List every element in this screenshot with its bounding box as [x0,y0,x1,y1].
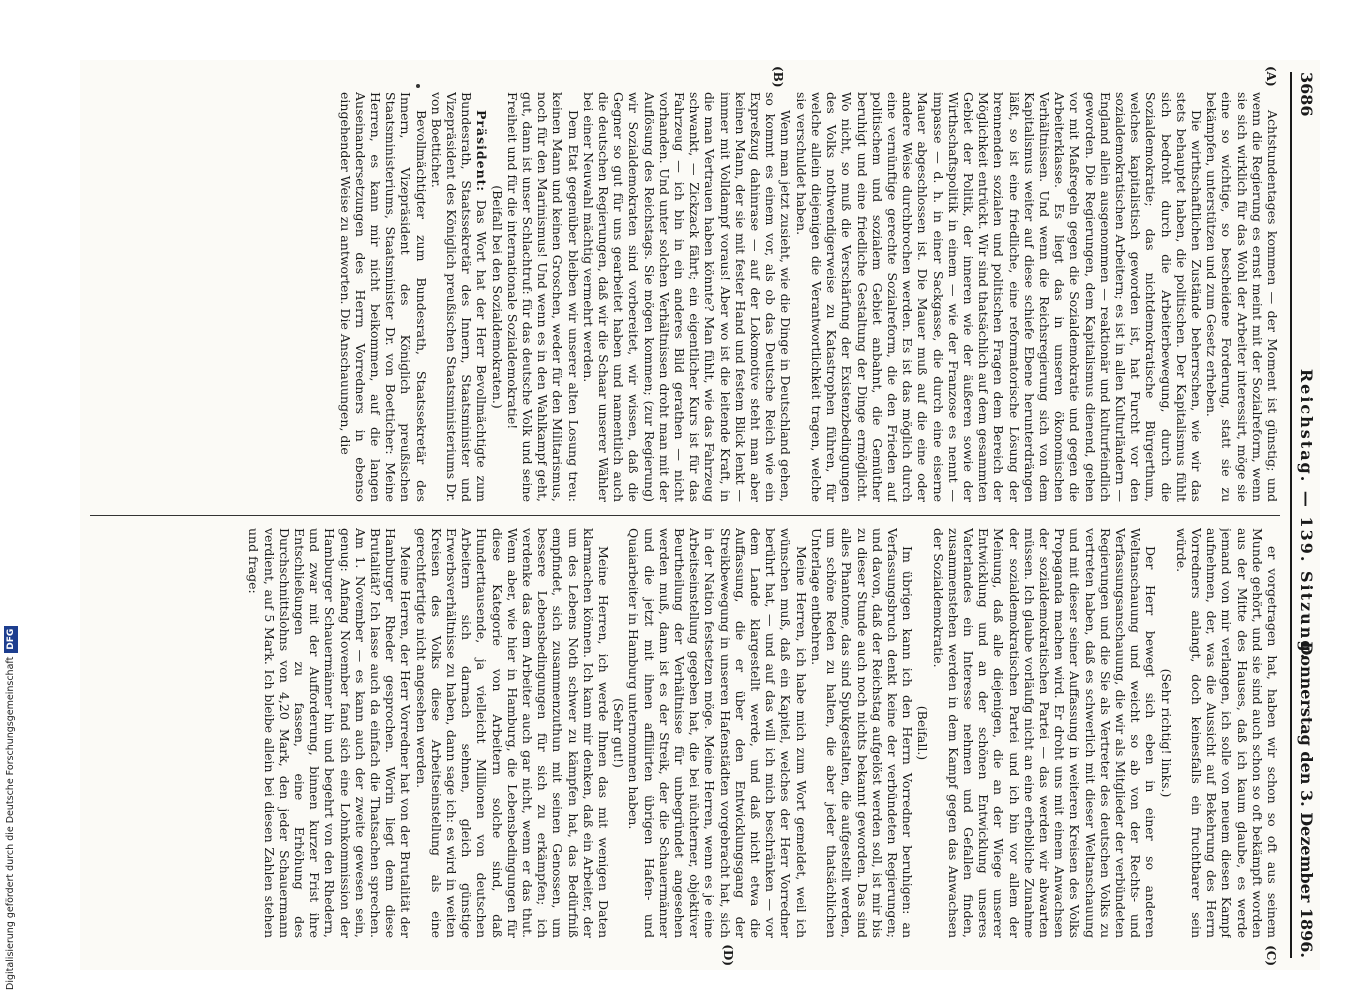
page-header [1290,72,1314,958]
paragraph: Im übrigen kann ich den Herrn Vorredner beruhigen: an Verfassungsbruch denkt keine der verbündeten Regierungen; und davon, daß der Reichstag aufgelöst werden soll, ist mir bis zu dieser Stunde auch noch nichts bekannt geworden. Das sind alles Phantome, das sind Spukgestalten, die aufgestellt werden, um schöne Reden zu halten, die aber jeder thatsächlichen Unterlage entbehren. [808,528,916,938]
speaker-text: Meine Herren, es kann mir nicht beikommen, auf die langen Auseinandersetzungen des Herrn Vorredners in ebenso eingehender Weise zu antworten. Die Anschauungen, die [337,92,399,502]
paragraph: Der Herr bewegt sich eben in einer so anderen Weltanschauung und weicht so ab von der Rechts- und Verfassungsanschauung, die wir als Mitglieder der verbündeten Regierungen und die Sie als Vertreter des deutschen Volks zu vertreten haben, daß es schwerlich mit dieser Weltanschauung und mit dieser seiner Auffassung in weiteren Kreisen des Volks Propaganda machen wird. Er droht uns mit einem Anwachsen der sozialdemokratischen Partei — das werden wir abwarten müssen. Ich glaube vorläufig nicht an eine erhebliche Zunahme der sozialdemokratischen Partei und ich bin vor allem der Meinung, daß alle diejenigen, die an der Wiege unserer Entwicklung und an der schönen Entwicklung unseres Vaterlandes ein Interesse nehmen und Gefallen finden, zusammenstehen werden in dem Kampf gegen das Anwachsen der Sozialdemokratie. [930,528,1159,938]
dfg-logo: DFG [4,626,18,653]
president-label: Präsident: [474,110,490,193]
paragraph: Achtstundentages kommen — der Moment ist günstig; und wenn die Regierung es ernst meint mit der Sozialreform, wenn sie sich wirklich für das Wohl der Arbeiter interessirt, möge sie eine so wichtige, so bescheidene Forderung, statt sie zu bekämpfen, unterstützen und zum Gesetz erheben. [1204,92,1280,502]
paragraph: Meine Herren, ich werde Ihnen das mit wenigen Daten klarmachen können. Ich kann mir denken, daß ein Arbeiter, der um des Lebens Noth schwer zu kämpfen hat, das Bedürfniß empfindet, sich zusammenzuthun mit seinen Genossen, um bessere Lebensbedingungen für sich zu erkämpfen; ich verdenke das dem Arbeiter auch gar nicht, wenn er das thut. Wenn aber, wie hier in Hamburg, die Lebensbedingungen für diese Kategorie von Arbeitern solche sind, daß Hunderttausende, ja vielleicht Millionen von deutschen Arbeitern sich darnach sehnen, gleich günstige Erwerbsverhältnisse zu haben, dann sage ich: es wird in weiten Kreisen des Volks diese Arbeitseinstellung als eine gerechtfertigte nicht angesehen werden. [413,528,612,938]
scanned-page [80,60,1320,970]
paragraph: Wenn man jetzt zusieht, wie die Dinge in Deutschland gehen, so kommt es einem vor, als ob das Deutsche Reich wie ein Expreßzug dahinrase — auf der Lokomotive steht man aber keinen Mann, der sie mit fester Hand und festem Blick lenkt — immer mit Volldampf voraus! Aber wo ist die leitende Kraft, in die man Vertrauen haben könnte? Man fühlt, wie das Fahrzeug schwankt, — Zickzack fährt; ein eigentlicher Kurs ist für das Fahrzeug — ich bin in ein anderes Bild gerathen — nicht vorhanden. Und unter solchen Verhältnissen droht man mit der Auflösung des Reichstags. Sie mögen kommen; (zur Regierung) wir Sozialdemokraten sind vorbereitet, wir wissen, daß die Gegner so gut für uns gearbeitet haben und namentlich auch die deutschen Regierungen, daß wir die Schaar unserer Wähler bei einer Neuwahl mächtig vermehrt werden. [580,92,794,502]
paragraph: Dem Etat gegenüber bleiben wir unserer alten Losung treu: keinen Mann und keinen Groschen, weder für den Militarismus, noch für den Marinismus! Und wenn es in den Wahlkampf geht, gut, dann ist unser Schlachtruf: für das deutsche Volk und seine Freiheit und für die internationale Sozialdemokratie! [504,92,581,502]
digitization-credit [4,0,18,1000]
paragraph: er vorgetragen hat, haben wir schon so oft aus seinem Munde gehört, und sie sind auch schon so oft bekämpft worden aus der Mitte des Hauses, daß ich kaum glaube, es werde jemand von mir verlangen, ich solle von neuem diesen Kampf aufnehmen, der, was die Aussicht auf Bekehrung des Herrn Vorredners anlangt, doch keinesfalls ein fruchtbarer sein würde. [1173,528,1280,938]
interjection: (Sehr richtig! links.) [1158,668,1174,798]
page-content [80,60,1320,970]
right-column [90,528,1280,938]
credit-text: Digitalisierung gefördert durch die Deutsche Forschungsgemeinschaft [5,656,16,990]
speaker-intro: Bevollmächtigter zum Bundesrath, Staatssekretär des Innern, Vizepräsident des Königlich preußischen Staatsministeriums, Staatsminister Dr. von Boetticher: [383,92,429,502]
page-title: Reichstag. — 139. Sitzung. [1297,368,1316,662]
interjection: (Sehr gut!) [611,698,627,768]
margin-mark-d: (D) [721,944,735,966]
margin-mark-c: (C) [1264,945,1278,966]
page-number: 3686 [1297,72,1316,117]
ink-spot [416,84,420,88]
session-date: Donnerstag den 3. Dezember 1896. [1297,641,1316,958]
margin-mark-b: (B) [771,66,785,88]
paragraph: Meine Herren, der Herr Vorredner hat von der Brutalität der Hamburger Rheder gesprochen. Worin liegt denn diese Brutalität? Ich lasse auch da einfach die Thatsachen sprechen. Am 1. November — es kann auch der zweite gewesen sein, genug: Anfang November fand sich eine Lohnkommission der Hamburger Schauermänner hin und begehrt von den Rhedern, und zwar mit der Aufforderung, binnen kurzer Frist ihre Entschließungen zu fassen, eine Erhöhung des Durchschnittslohns von 4,20 Mark, den jeder Schauermann verdient, auf 5 Mark. Ich bleibe allein bei diesen Zahlen stehen und frage: [246,528,414,938]
left-column [90,92,1280,502]
president-speech: Das Wort hat der Herr Bevollmächtigte zum Bundesrath, Staatssekretär des Innern, Staatsminister und Vizepräsident des Königlich preußischen Staatsministeriums Dr. von Boetticher. [428,92,490,502]
president-paragraph [429,92,490,502]
applause-note: (Beifall bei den Sozialdemokraten.) [489,185,505,409]
speaker-paragraph [337,92,428,502]
margin-mark-a: (A) [1264,66,1278,87]
column-divider [90,515,1280,516]
paragraph: Die wirthschaftlichen Zustände beherrschen, wie wir das stets behauptet haben, die politischen. Der Kapitalismus fühlt sich bedroht durch die Arbeiterbewegung, durch die Sozialdemokratie; das nichtdemokratische Bürgerthum, welches kapitalistisch geworden ist, hat Furcht vor den sozialdemokratischen Arbeitern; es ist in allen Kulturländern — England allein ausgenommen — reaktionär und kulturfeindlich geworden. Die Regierungen, dem Kapitalismus dienend, gehen vor mit Maßregeln gegen die Sozialdemokratie und gegen die Arbeiterklasse. Es liegt das in unseren ökonomischen Verhältnissen. Und wenn die Reichsregierung sich von dem Kapitalismus weiter auf diese schiefe Ebene herunterdrängen läßt, so ist eine friedliche, eine reformatorische Lösung der brennenden sozialen und politischen Fragen dem Bereich der Möglichkeit entrückt. Wir sind thatsächlich auf dem gesammten Gebiet der Politik, der inneren wie der äußeren sowie der Wirthschaftspolitik in einem — wie der Franzose es nennt — impasse — d. h. in einer Sackgasse, die durch eine eiserne Mauer abgeschlossen ist. Die Mauer muß auf die eine oder andere Weise durchbrochen werden. Es ist das möglich durch eine vernünftige gerechte Sozialreform, die den Frieden auf politischem und sozialem Gebiet anbahnt, die Gemüther beruhigt und eine friedliche Gestaltung der Dinge ermöglicht. Wo nicht, so muß die Verschärfung der Existenzbedingungen des Volks nothwendigerweise zu Katastrophen führen, für welche allein diejenigen die Verantwortlichkeit tragen, welche sie verschuldet haben. [793,92,1204,502]
paragraph: Meine Herren, ich habe mich zum Wort gemeldet, weil ich wünschen muß, daß ein Kapitel, welches der Herr Vorredner berührt hat, — und auf das will ich mich beschränken — vor dem Lande klargestellt werde, und daß nicht etwa die Auffassung, die er über den Entwicklungsgang der Streikbewegung in unseren Hafenstädten vorgebracht hat, sich in der Nation festsetzen möge. Meine Herren, wenn es je eine Arbeitseinstellung gegeben hat, die bei nüchterner, objektiver Beurtheilung der Verhältnisse für unbegründet angesehen werden muß, dann ist es der Streik, der die Schauermänner und die jetzt mit ihnen affiliirten übrigen Hafen- und Quaiarbeiter in Hamburg unternommen haben. [626,528,809,938]
applause-note: (Beifall.) [915,705,931,761]
